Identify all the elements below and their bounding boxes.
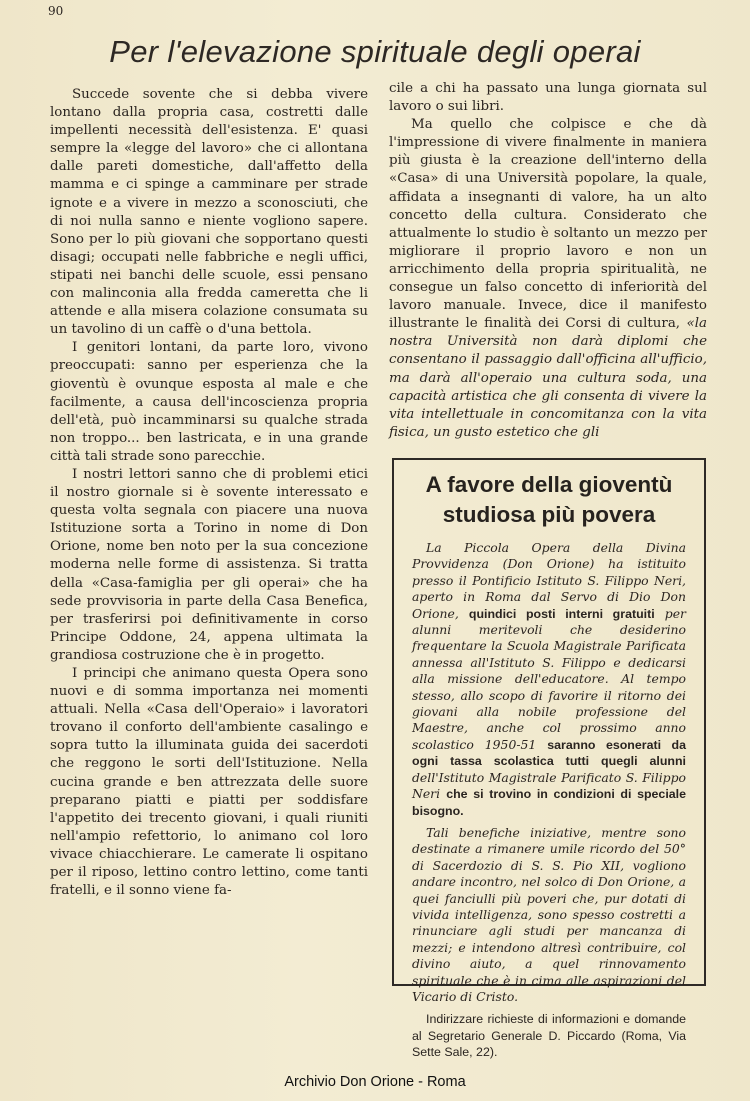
article-left-column (50, 86, 368, 900)
announcement-text: La Piccola Opera della Divina Provvidenza (Don Orione) ha istituito presso il Pontificio Istituto S. Filippo Neri, aperto in Roma dal Servo di Dio Don Orione, (412, 540, 686, 621)
announcement-text: dell'Istituto Magistrale Parificato S. Filippo Neri (412, 769, 686, 802)
announcement-bold-text: saranno esonerati da ogni tassa scolastica tutti quegli alunni (412, 737, 686, 769)
announcement-body (412, 540, 686, 1061)
article-paragraph: I nostri lettori sanno che di problemi etici il nostro giornale si è sovente interessato e questa volta segnala con piacere una nuova Istituzione sorta a Torino in nome di Don Orione, nome ben noto per la sua concezione moderna nelle forme di assistenza. Si tratta della «Casa-famiglia per gli operai» che ha sede provvisoria in parte della Casa Benefica, per trasferirsi poi definitivamente in corso Principe Oddone, 24, appena ultimata la grandiosa costruzione che è in progetto. (50, 466, 368, 663)
announcement-text: per alunni meritevoli che desiderino frequentare la Scuola Magistrale Parificata annessa all'Istituto S. Filippo e dedicarsi alla missione dell'educatore. Al tempo stesso, allo scopo di favorire il ritorno dei giovani alla nobile professione del Maestre, anche col prossimo anno scolastico 1950-51 (412, 605, 686, 752)
article-paragraph: I genitori lontani, da parte loro, vivono preoccupati: sanno per esperienza che la gioventù è ovunque esposta al male e che facilmente, a causa dell'incoscienza propria dell'età, può incamminarsi su qualche strada non troppo... ben lastricata, e in una grande città tali strade sono parecchie. (50, 340, 368, 464)
archive-footer: Archivio Don Orione - Roma (284, 1074, 466, 1090)
announcement-box (392, 458, 706, 1060)
article-text: Ma quello che colpisce e che dà l'impressione di vivere finalmente in maniera più giusta è la creazione dell'interno della «Casa» di una Università popolare, la quale, affidata a insegnanti di valore, ha un alto concetto della cultura. Considerato che attualmente lo studio è soltanto un mezzo per migliorare il proprio lavoro e non un arricchimento della propria spiritualità, ne consegue un falso concetto di inferiorità del lavoro manuale. Invece, dice il manifesto illustrante le finalità dei Corsi di cultura, (389, 117, 707, 332)
article-paragraph: Succede sovente che si debba vivere lontano dalla propria casa, costretti dalle impellenti necessità dell'esistenza. E' quasi sempre la «legge del lavoro» che ci allontana dalle pareti domestiche, dall'affetto della mamma e ci spinge a camminare per strade ignote e a vivere in mezzo a sconosciuti, che di noi nulla sanno e niente vogliono sapere. Sono per lo più giovani che sopportano questi disagi; occupati nelle fabbriche e negli uffici, stipati nei banchi delle scuole, essi pensano con malinconia alla fredda cameretta che li attende e alla misera colazione consumata su un tavolino di un caffè o d'una bettola. (50, 87, 368, 338)
announcement-title-line: A favore della gioventù (425, 472, 673, 497)
article-quote: «la nostra Università non darà diplomi che consentano il passaggio dall'officina all'ufficio, ma darà all'operaio una cultura soda, una capacità artistica che gli consenta di vivere la vita intellettuale in concomitanza con la vita fisica, un gusto estetico che gli (389, 316, 707, 440)
article-right-column (389, 80, 707, 442)
article-paragraph (389, 116, 707, 442)
announcement-paragraph: Tali benefiche iniziative, mentre sono destinate a rimanere umile ricordo del 50° di Sacerdozio di S. S. Pio XII, vogliono andare incontro, nel solco di Don Orione, a quei fanciulli più poveri che, pur dotati di vivida intelligenza, sono spesso costretti a rinunciare agli studi per mancanza di mezzi; e intendono altresì contribuire, col divino aiuto, a quel rinnovamento spirituale che è in cima alle aspirazioni del Vicario di Cristo. (412, 824, 686, 1004)
announcement-bold-text: quindici posti interni gratuiti (468, 606, 655, 621)
announcement-contact: Indirizzare richieste di informazioni e domande al Segretario Generale D. Piccardo (Roma, Via Sette Sale, 22). (412, 1012, 686, 1060)
page-number: 90 (48, 4, 64, 18)
announcement-title (412, 470, 686, 530)
article-paragraph: I principi che animano questa Opera sono nuovi e di somma importanza nei momenti attuali. Nella «Casa dell'Operaio» i lavoratori trovano il conforto dell'ambiente casalingo e sopra tutto la illuminata guida dei sacerdoti che reggono le sorti dell'Istituzione. Nella cucina grande e ben attrezzata delle suore preparano piatti e piatti per soddisfare l'appetito dei trecento giovani, i quali riuniti nell'ampio refettorio, lo animano col loro vivace chiacchierare. Le camerate li ospitano per il riposo, lettino contro lettino, come tanti fratelli, e il sonno viene fa- (50, 666, 368, 899)
article-title: Per l'elevazione spirituale degli operai (109, 34, 641, 69)
announcement-paragraph (412, 540, 686, 819)
announcement-bold-text: che si trovino in condizioni di speciale bisogno. (412, 787, 686, 818)
article-paragraph-continuation: cile a chi ha passato una lunga giornata sul lavoro o sui libri. (389, 81, 707, 115)
announcement-title-line: studiosa più povera (442, 502, 656, 527)
